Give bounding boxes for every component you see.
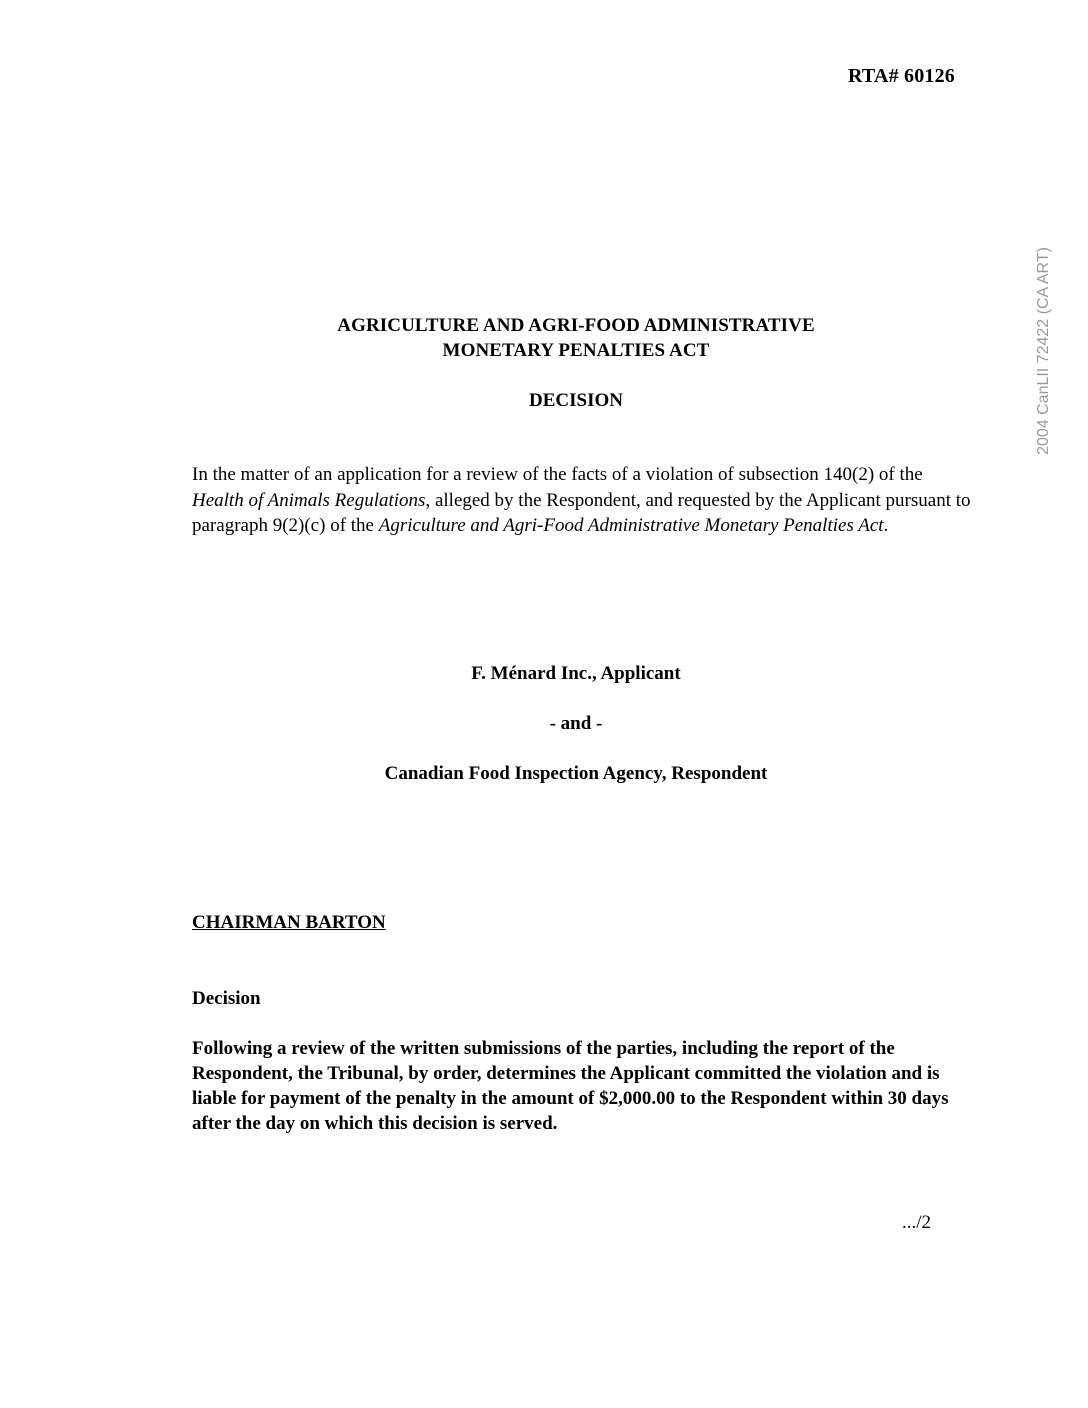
- intro-text-2: , alleged by the Respondent, and requested by the Applicant pursuant to paragraph 9(2)(c) of the: [192, 489, 971, 536]
- applicant-line: F. Ménard Inc., Applicant: [471, 663, 681, 684]
- chairman-heading: CHAIRMAN BARTON: [192, 912, 386, 933]
- decision-text: Following a review of the written submissions of the parties, including the report of the Respondent, the Tribunal, by order, determines the Applicant committed the violation and is liable for payment of the penalty in the amount of $2,000.00 to the Respondent within 30 days after the day on which this decision is served.: [192, 1038, 949, 1134]
- decision-heading: DECISION: [529, 390, 623, 411]
- file-number: RTA# 60126: [847, 65, 955, 87]
- respondent-line: Canadian Food Inspection Agency, Respondent: [384, 763, 768, 784]
- title-line-1: AGRICULTURE AND AGRI-FOOD ADMINISTRATIVE: [337, 315, 815, 336]
- page-continuation: .../2: [901, 1212, 931, 1233]
- canlii-watermark: [1032, 236, 1056, 466]
- and-separator: - and -: [549, 713, 603, 734]
- intro-text-1: In the matter of an application for a review of the facts of a violation of subsection 140(2) of the: [192, 464, 923, 485]
- act-name: Agriculture and Agri-Food Administrative Monetary Penalties Act: [378, 515, 884, 536]
- intro-paragraph: [192, 462, 972, 539]
- regulations-name: Health of Animals Regulations: [192, 489, 426, 511]
- intro-text-3: .: [883, 515, 889, 536]
- decision-label: Decision: [192, 988, 261, 1009]
- title-line-2: MONETARY PENALTIES ACT: [442, 340, 710, 361]
- document-title: [192, 313, 960, 363]
- watermark-text: 2004 CanLII 72422 (CA ART): [1035, 247, 1052, 455]
